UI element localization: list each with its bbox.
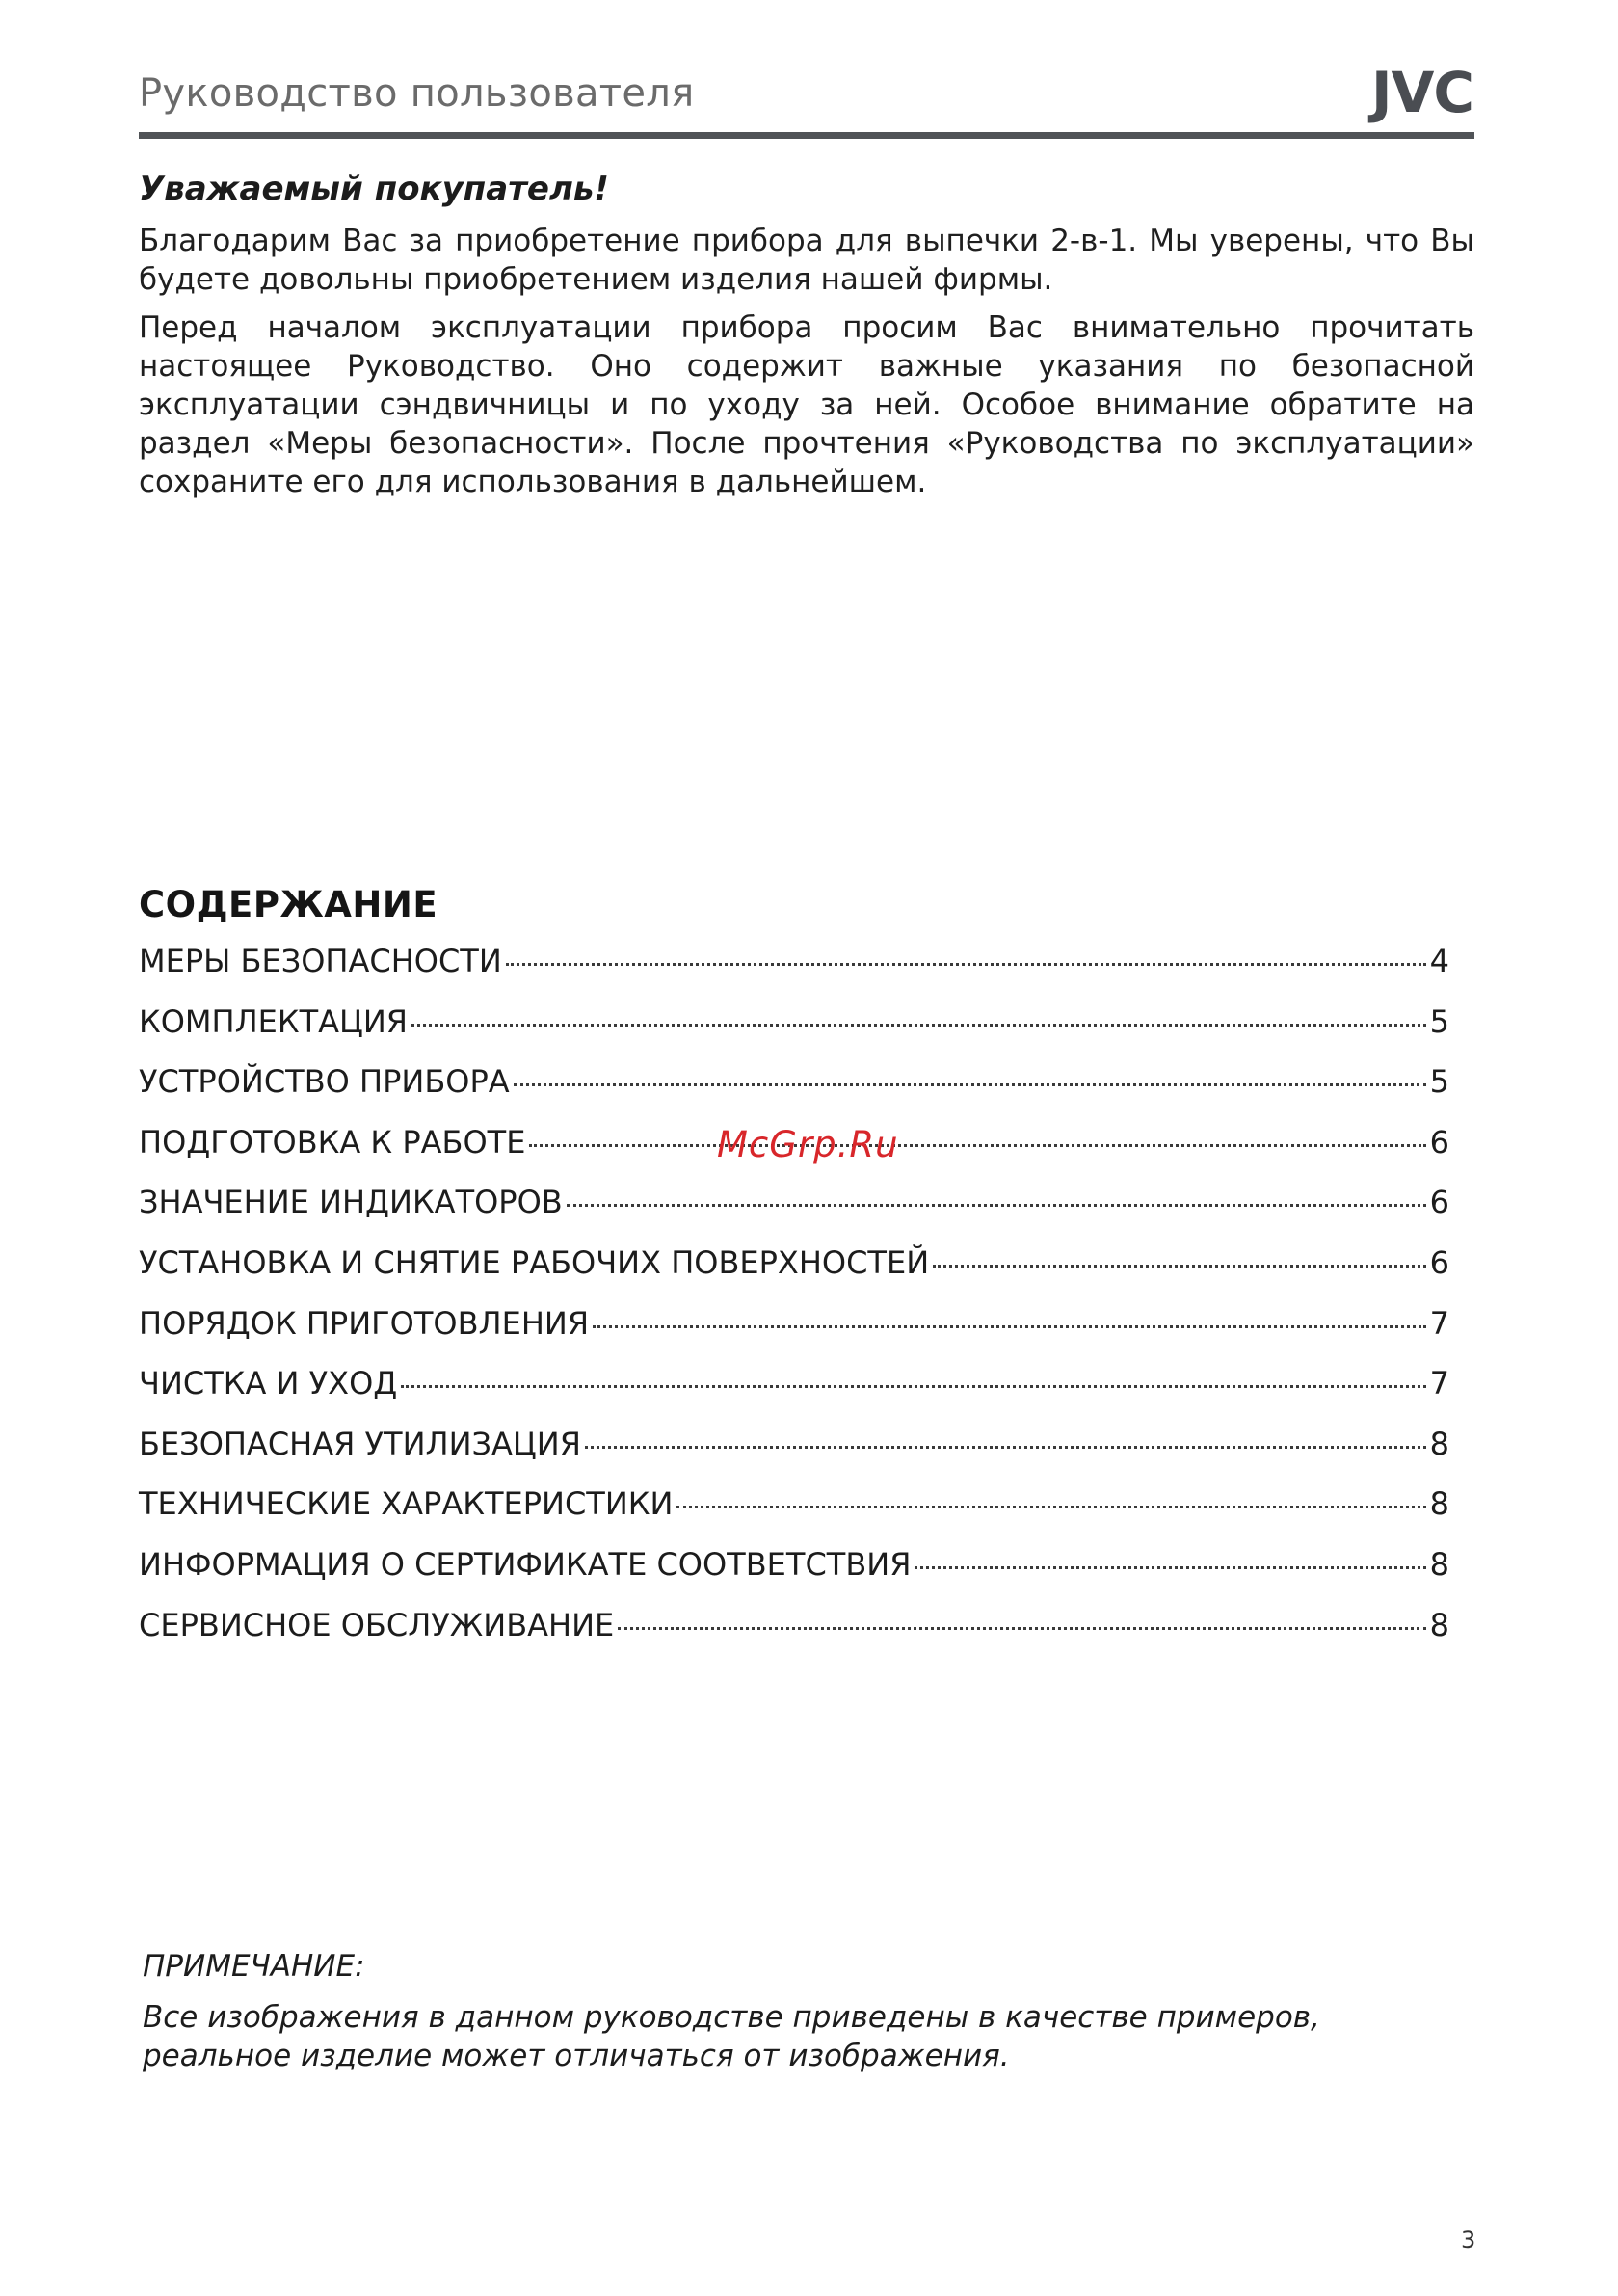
- toc-entry[interactable]: [139, 1607, 1449, 1668]
- toc-entry-page: 8: [1429, 1485, 1449, 1523]
- toc-entry-label: БЕЗОПАСНАЯ УТИЛИЗАЦИЯ: [139, 1425, 581, 1462]
- toc-entry-label: МЕРЫ БЕЗОПАСНОСТИ: [139, 943, 502, 979]
- toc-entry-label: ИНФОРМАЦИЯ О СЕРТИФИКАТЕ СООТВЕТСТВИЯ: [139, 1545, 912, 1583]
- toc-leader-dots: [933, 1265, 1426, 1268]
- toc-entry-label: КОМПЛЕКТАЦИЯ: [139, 1002, 409, 1040]
- intro-paragraph-2: Перед началом эксплуатации прибора просим Вас внимательно прочитать настоящее Руководство. Оно содержит важные указания по безопасной эксплуатации сэндвичницы и по уходу за ней. Особое внимание обратите на раздел «Меры безопасности». После прочтения «Руководства по эксплуатации» сохраните его для использования в дальнейшем.: [139, 310, 1474, 499]
- watermark: McGrp.Ru: [717, 1124, 899, 1165]
- toc-leader-dots: [506, 963, 1426, 966]
- toc-entry[interactable]: [139, 1485, 1449, 1546]
- toc-entry-page: 5: [1429, 1002, 1449, 1040]
- toc-entry[interactable]: [139, 1244, 1449, 1305]
- toc-leader-dots: [593, 1325, 1426, 1328]
- toc-entry-label: УСТАНОВКА И СНЯТИЕ РАБОЧИХ ПОВЕРХНОСТЕЙ: [139, 1243, 930, 1281]
- toc-leader-dots: [676, 1506, 1425, 1508]
- toc-entry-label: ЧИСТКА И УХОД: [139, 1365, 398, 1402]
- toc-heading: СОДЕРЖАНИЕ: [139, 884, 438, 925]
- jvc-logo: JVC: [1370, 60, 1473, 125]
- toc-entry-label: УСТРОЙСТВО ПРИБОРА: [139, 1063, 510, 1101]
- toc-leader-dots: [915, 1566, 1425, 1569]
- toc-leader-dots: [585, 1446, 1426, 1449]
- toc-entry-page: 4: [1429, 943, 1449, 979]
- toc-entry-page: 8: [1429, 1606, 1449, 1643]
- toc-entry[interactable]: [139, 1546, 1449, 1607]
- note-text: Все изображения в данном руководстве приведены в качестве примеров, реальное изделие может отличаться от изображения.: [143, 2000, 1320, 2073]
- toc-leader-dots: [567, 1204, 1426, 1207]
- toc-entry[interactable]: [139, 1184, 1449, 1244]
- toc-entry-page: 7: [1429, 1304, 1449, 1342]
- toc-entry[interactable]: [139, 1063, 1449, 1124]
- toc-entry-page: 8: [1429, 1545, 1449, 1583]
- greeting-heading: Уважаемый покупатель!: [139, 170, 609, 208]
- toc-leader-dots: [401, 1385, 1425, 1388]
- toc-entry[interactable]: [139, 1003, 1449, 1064]
- toc-entry-page: 7: [1429, 1365, 1449, 1402]
- toc-entry-label: ПОДГОТОВКА К РАБОТЕ: [139, 1123, 526, 1161]
- table-of-contents: [139, 943, 1449, 1667]
- toc-entry-label: ЗНАЧЕНИЕ ИНДИКАТОРОВ: [139, 1184, 563, 1221]
- toc-leader-dots: [411, 1024, 1426, 1027]
- toc-entry[interactable]: [139, 943, 1449, 1003]
- toc-entry-label: ПОРЯДОК ПРИГОТОВЛЕНИЯ: [139, 1304, 590, 1342]
- toc-entry[interactable]: [139, 1305, 1449, 1366]
- toc-entry-page: 8: [1429, 1425, 1449, 1462]
- toc-entry[interactable]: [139, 1365, 1449, 1426]
- intro-paragraph-1: Благодарим Вас за приобретение прибора для выпечки 2-в-1. Мы уверены, что Вы будете довольны приобретением изделия нашей фирмы.: [139, 224, 1474, 297]
- toc-entry-page: 6: [1429, 1123, 1449, 1161]
- toc-entry-page: 6: [1429, 1243, 1449, 1281]
- toc-entry-label: СЕРВИСНОЕ ОБСЛУЖИВАНИЕ: [139, 1606, 615, 1643]
- note-title: ПРИМЕЧАНИЕ:: [143, 1949, 365, 1984]
- page-number: 3: [1461, 2227, 1476, 2254]
- header-divider: [139, 132, 1474, 139]
- toc-entry-page: 6: [1429, 1184, 1449, 1221]
- toc-leader-dots: [618, 1627, 1425, 1630]
- header-title: Руководство пользователя: [139, 71, 695, 116]
- toc-leader-dots: [514, 1083, 1426, 1086]
- toc-entry-page: 5: [1429, 1063, 1449, 1101]
- toc-entry-label: ТЕХНИЧЕСКИЕ ХАРАКТЕРИСТИКИ: [139, 1485, 674, 1523]
- toc-leader-dots: [529, 1144, 1425, 1147]
- toc-entry[interactable]: [139, 1426, 1449, 1486]
